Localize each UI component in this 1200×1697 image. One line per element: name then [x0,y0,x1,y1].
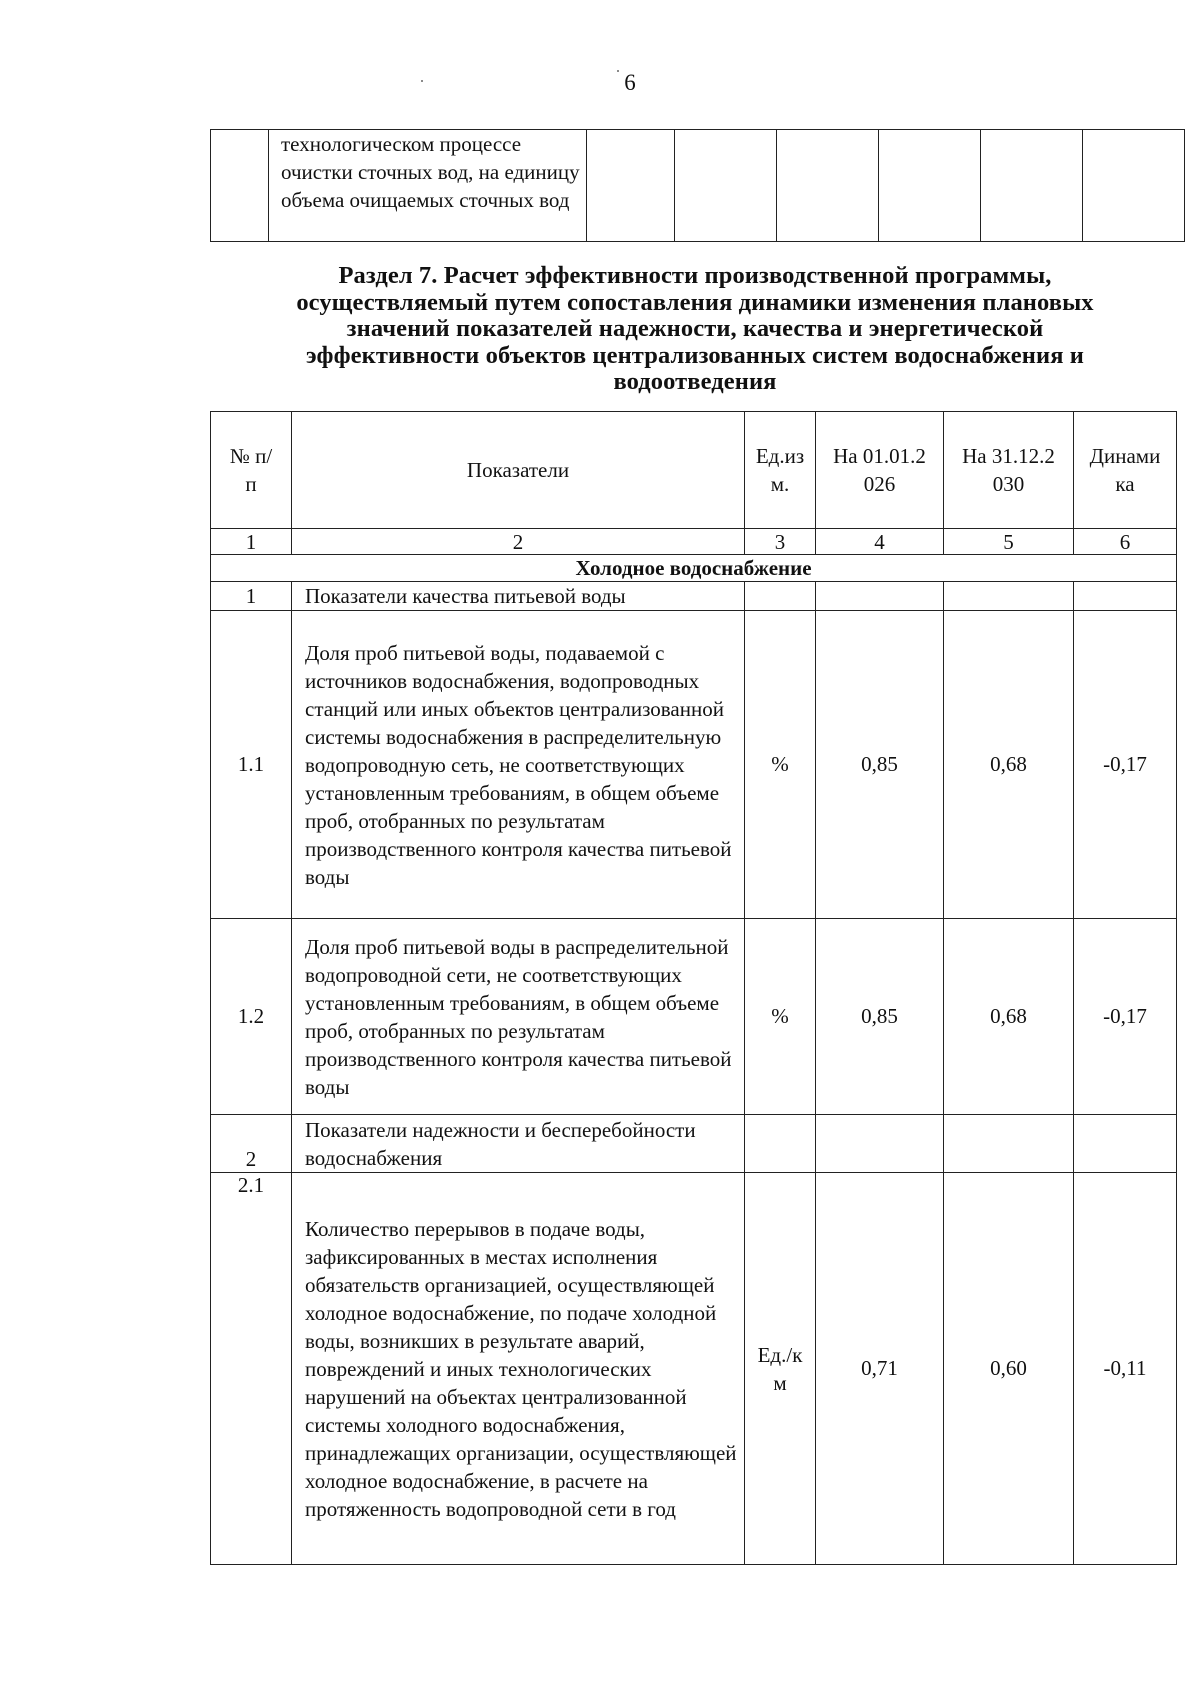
table-cell [211,130,269,242]
row-unit: % [745,611,816,919]
table-cell [777,130,879,242]
row-unit [745,1115,816,1173]
table-row [211,611,1177,919]
row-start: 0,85 [816,919,944,1115]
column-number: 2 [292,529,745,555]
row-dynamic: -0,11 [1074,1173,1177,1565]
section-title-line: водоотведения [613,368,777,395]
table-row [211,919,1177,1115]
row-dynamic: -0,17 [1074,919,1177,1115]
row-text: Доля проб питьевой воды в распределительной водопроводной сети, не соответствующих установленным требованиям, в общем объеме проб, отобранных по результатам производственного контроля качества питьевой воды [292,919,745,1115]
scan-speck [421,80,423,82]
header-indicator: Показатели [292,412,745,529]
column-number: 1 [211,529,292,555]
row-start: 0,71 [816,1173,944,1565]
table-row [211,582,1177,611]
row-end [944,582,1074,611]
column-number: 6 [1074,529,1177,555]
row-text: Показатели качества питьевой воды [292,582,745,611]
group-title: Холодное водоснабжение [211,555,1177,582]
header-dynamic: Динамика [1074,412,1177,529]
row-end: 0,68 [944,611,1074,919]
row-num: 1.1 [211,611,292,919]
table-cell [1083,130,1185,242]
row-text: Доля проб питьевой воды, подаваемой с источников водоснабжения, водопроводных станций или иных объектов централизованной системы водоснабжения в распределительную водопроводную сеть, не соответствующих установленным требованиям, в общем объеме проб, отобранных по результатам производственного контроля качества питьевой воды [292,611,745,919]
row-num: 1 [211,582,292,611]
row-dynamic [1074,1115,1177,1173]
column-number: 3 [745,529,816,555]
column-number-row [211,529,1177,555]
row-start [816,582,944,611]
row-dynamic [1074,582,1177,611]
table-row [211,130,1185,242]
header-end: На 31.12.2030 [944,412,1074,529]
section-title [190,263,1200,396]
table-cell [587,130,675,242]
row-end: 0,60 [944,1173,1074,1565]
continuation-text: технологическом процессе очистки сточных вод, на единицу объема очищаемых сточных вод [269,130,587,242]
table-cell [879,130,981,242]
page-number: 6 [624,70,636,95]
header-num: № п/п [211,412,292,529]
section-title-line: Раздел 7. Расчет эффективности производственной программы, [338,262,1052,289]
row-start: 0,85 [816,611,944,919]
table-row [211,1115,1177,1173]
row-text: Показатели надежности и бесперебойности водоснабжения [292,1115,745,1173]
header-start: На 01.01.2026 [816,412,944,529]
row-text: Количество перерывов в подаче воды, зафиксированных в местах исполнения обязательств организацией, осуществляющей холодное водоснабжение, по подаче холодной воды, возникших в результате аварий, повреждений и иных технологических нарушений на объектах централизованной системы холодного водоснабжения, принадлежащих организации, осуществляющей холодное водоснабжение, в расчете на протяженность водопроводной сети в год [292,1173,745,1565]
row-unit: % [745,919,816,1115]
row-unit: Ед./км [745,1173,816,1565]
row-end [944,1115,1074,1173]
continuation-table [210,129,1185,242]
row-num: 1.2 [211,919,292,1115]
section-title-line: значений показателей надежности, качества и энергетической [346,315,1044,342]
indicators-table [210,411,1177,1565]
group-row [211,555,1177,582]
table-cell [981,130,1083,242]
column-number: 5 [944,529,1074,555]
section-title-line: эффективности объектов централизованных систем водоснабжения и [305,341,1085,369]
column-number: 4 [816,529,944,555]
row-num: 2 [211,1115,292,1173]
row-end: 0,68 [944,919,1074,1115]
section-title-line: осуществляемый путем сопоставления динамики изменения плановых [296,288,1094,316]
row-dynamic: -0,17 [1074,611,1177,919]
table-row [211,1173,1177,1565]
header-unit: Ед.изм. [745,412,816,529]
table-cell [675,130,777,242]
row-unit [745,582,816,611]
row-num: 2.1 [211,1173,292,1565]
scan-speck [617,70,619,72]
header-row [211,412,1177,529]
row-start [816,1115,944,1173]
